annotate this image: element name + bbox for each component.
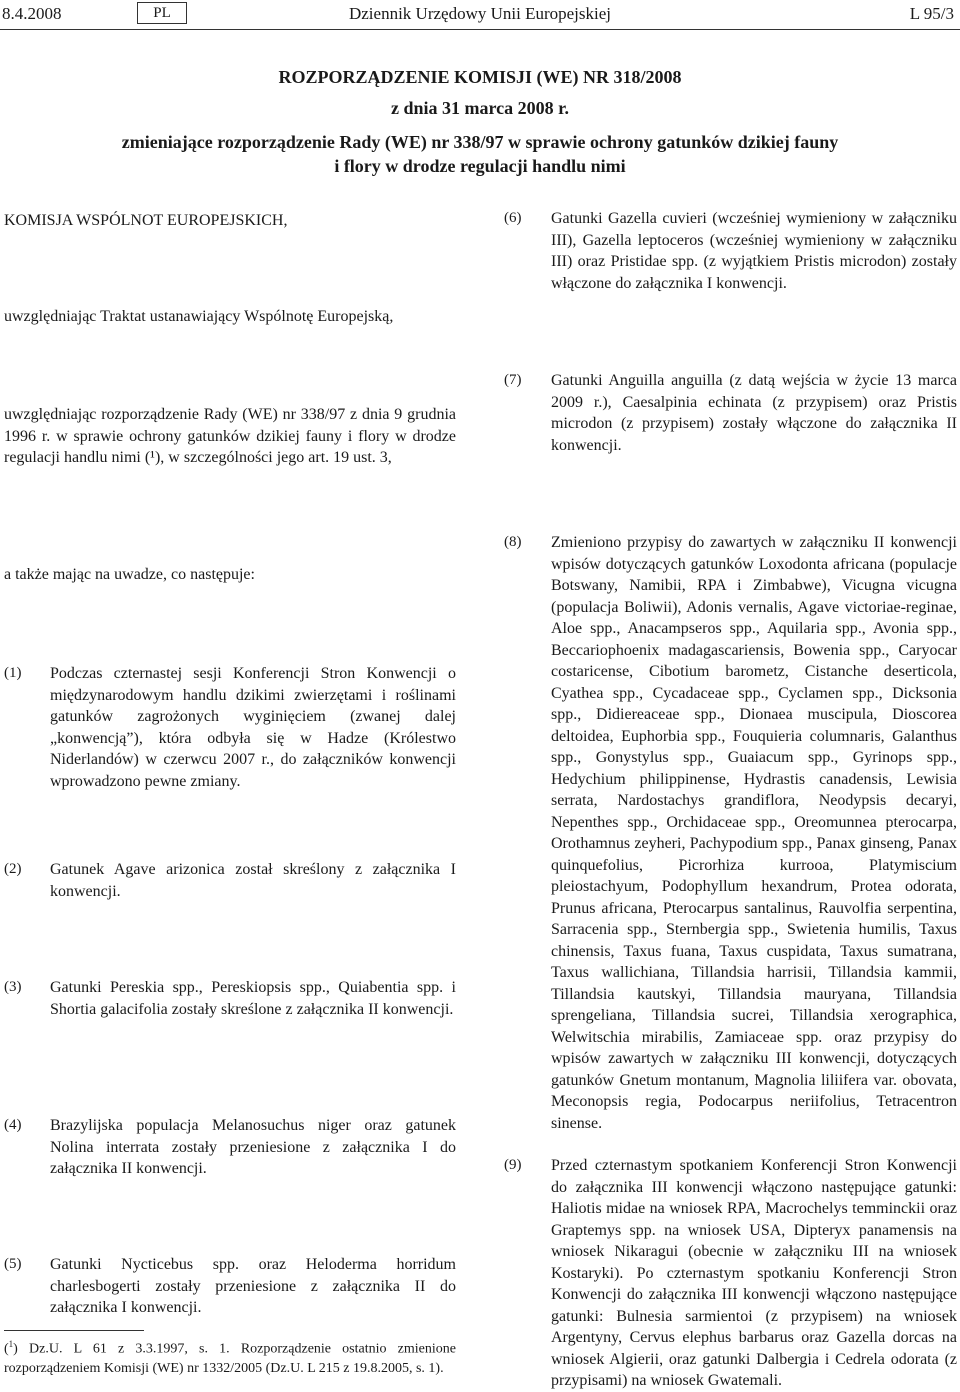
commission-heading: KOMISJA WSPÓLNOT EUROPEJSKICH, — [4, 212, 288, 229]
item-text: Zmieniono przypisy do zawartych w załączniku II konwencji wpisów dotyczących gatunków Loxodonta africana (populacje Botswany, Namibii, RPA i Zimbabwe), Vicugna vicugna (populacja Boliwii), Adonis vernalis, Agave victoriae-reginae, Aloe spp., Anacampseros spp., Aquilaria spp., Avonia spp., Beccariophoenix madagascariensis, Bowenia spp., Caryocar costaricense, Cibotium barometz, Cistanche deserticola, Cyathea spp., Cycadaceae spp., Cyclamen spp., Dicksonia spp., Didiereaceae spp., Dionaea muscipula, Dioscorea deltoidea, Euphorbia spp., Fouquieria columnaris, Galanthus spp., Gonystylus spp., Guaiacum spp., Gyrinops spp., Hedychium philippinense, Hydrastis canadensis, Lewisia serrata, Nardostachys grandiflora, Neodypsis decaryi, Nepenthes spp., Orchidaceae spp., Oreomunnea pterocarpa, Orothamnus zeyheri, Pachypodium spp., Panax ginseng, Panax quinquefolius, Picrorhiza kurrooa, Platymiscium pleiostachyum, Podophyllum hexandrum, Protea odorata, Prunus africana, Pterocarpus santalinus, Rauvolfia serpentina, Sarracenia spp., Sternbergia spp., Swietenia humilis, Taxus chinensis, Taxus fuana, Taxus cuspidata, Taxus sumatrana, Taxus wallichiana, Tillandsia harrisii, Tillandsia kammii, Tillandsia kautskyi, Tillandsia mauryana, Tillandsia sprengeliana, Tillandsia sucrei, Tillandsia xerographica, Welwitschia mirabilis, Zamiaceae spp. oraz przypisy do wpisów zawartych w załączniku III konwencji, dotyczących gatunków Gnetum montanum, Magnolia liliifera var. obovata, Meconopsis regia, Podocarpus neriifolius, Tetracentron sinense. — [551, 534, 957, 1132]
treaty-recital: uwzględniając Traktat ustanawiający Wspólnotę Europejską, — [4, 308, 394, 325]
item-number: (9) — [504, 1157, 522, 1173]
regulation-recital: uwzględniając rozporządzenie Rady (WE) nr 338/97 z dnia 9 grudnia 1996 r. w sprawie ochrony gatunków dzikiej fauny i flory w drodze regulacji handlu nimi (¹), w szczególności jego art. 19 ust. 3, — [4, 406, 456, 466]
publication-date: 8.4.2008 — [2, 4, 62, 23]
title-date: z dnia 31 marca 2008 r. — [391, 98, 569, 118]
footnote-divider — [4, 1330, 144, 1331]
item-number: (2) — [4, 861, 22, 877]
title-subject-line-1: zmieniające rozporządzenie Rady (WE) nr 338/97 w sprawie ochrony gatunków dzikiej fauny — [121, 132, 839, 152]
item-text: Gatunki Nycticebus spp. oraz Heloderma horridum charlesbogerti zostały przeniesione z załącznika II do załącznika I konwencji. — [50, 1256, 456, 1316]
footnote-text: Dz.U. L 61 z 3.3.1997, s. 1. Rozporządzenie ostatnio zmienione rozporządzeniem Komisji (WE) nr 1332/2005 (Dz.U. L 215 z 19.8.2005, s. 1). — [4, 1341, 456, 1376]
item-text: Gatunki Anguilla anguilla (z datą wejścia w życie 13 marca 2009 r.), Caesalpinia echinata (z przypisem) oraz Pristis microdon (z przypisem) zostały włączone do załącznika II konwencji. — [551, 372, 957, 454]
item-text: Gatunki Pereskia spp., Pereskiopsis spp., Quiabentia spp. i Shortia galacifolia zostały skreślone z załącznika II konwencji. — [50, 979, 456, 1018]
whereas-intro: a także mając na uwadze, co następuje: — [4, 566, 255, 583]
footnote: ($^1$) Dz.U. L 61 z 3.3.1997, s. 1. Rozporządzenie ostatnio zmienione rozporządzeniem Komisji (WE) nr 1332/2005 (Dz.U. L 215 z 19.8.2005, s. 1). — [4, 1339, 456, 1376]
item-number: (4) — [4, 1117, 22, 1133]
item-text: Przed czternastym spotkaniem Konferencji Stron Konwencji do załącznika III konwencji włączono następujące gatunki: Haliotis midae na wniosek RPA, Macrochelys temminckii oraz Graptemys spp. na wniosek USA, Dipteryx panamensis na wniosek Nikaragui (obecnie w załączniku III na wniosek Kostaryki). Po czternastym spotkaniu Konferencji Stron Konwencji do załącznika III konwencji włączono następujące gatunki: Bulnesia sarmientoi (z przypisem) na wniosek Argentyny, Cervus elephus barbarus oraz Gazella dorcas na wniosek Algierii, oraz gatunki Dalbergia i Cedrela odorata (z przypisami) na wniosek Gwatemali. — [551, 1157, 957, 1389]
header-divider — [0, 29, 960, 30]
title-subject-line-2: i flory w drodze regulacji handlu nimi — [334, 156, 626, 176]
item-text: Gatunki Gazella cuvieri (wcześniej wymieniony w załączniku III), Gazella leptoceros (wcześniej wymieniony w załączniku III) oraz Pristidae spp. (z wyjątkiem Pristis microdon) zostały włączone do załącznika I konwencji. — [551, 210, 957, 292]
item-text: Gatunek Agave arizonica został skreślony z załącznika I konwencji. — [50, 861, 456, 900]
item-number: (7) — [504, 372, 522, 388]
language-badge: PL — [137, 2, 187, 24]
footnote-marker: 1 — [8, 1339, 14, 1349]
item-number: (1) — [4, 665, 22, 681]
item-text: Podczas czternastej sesji Konferencji Stron Konwencji o międzynarodowym handlu dzikimi zwierzętami i roślinami gatunków zagrożonych wyginięciem (zwanej dalej „konwencją”), która odbyła się w Hadze (Królestwo Niderlandów) w czerwcu 2007 r., do załączników konwencji wprowadzono pewne zmiany. — [50, 665, 456, 790]
item-number: (6) — [504, 210, 522, 226]
item-number: (8) — [504, 534, 522, 550]
page-number: L 95/3 — [909, 4, 954, 23]
page-header — [0, 2, 960, 28]
title-regulation: ROZPORZĄDZENIE KOMISJI (WE) NR 318/2008 — [278, 67, 682, 87]
item-number: (3) — [4, 979, 22, 995]
item-number: (5) — [4, 1256, 22, 1272]
item-text: Brazylijska populacja Melanosuchus niger oraz gatunek Nolina interrata zostały przeniesione z załącznika I do załącznika II konwencji. — [50, 1117, 456, 1177]
journal-title: Dziennik Urzędowy Unii Europejskiej — [348, 4, 611, 23]
